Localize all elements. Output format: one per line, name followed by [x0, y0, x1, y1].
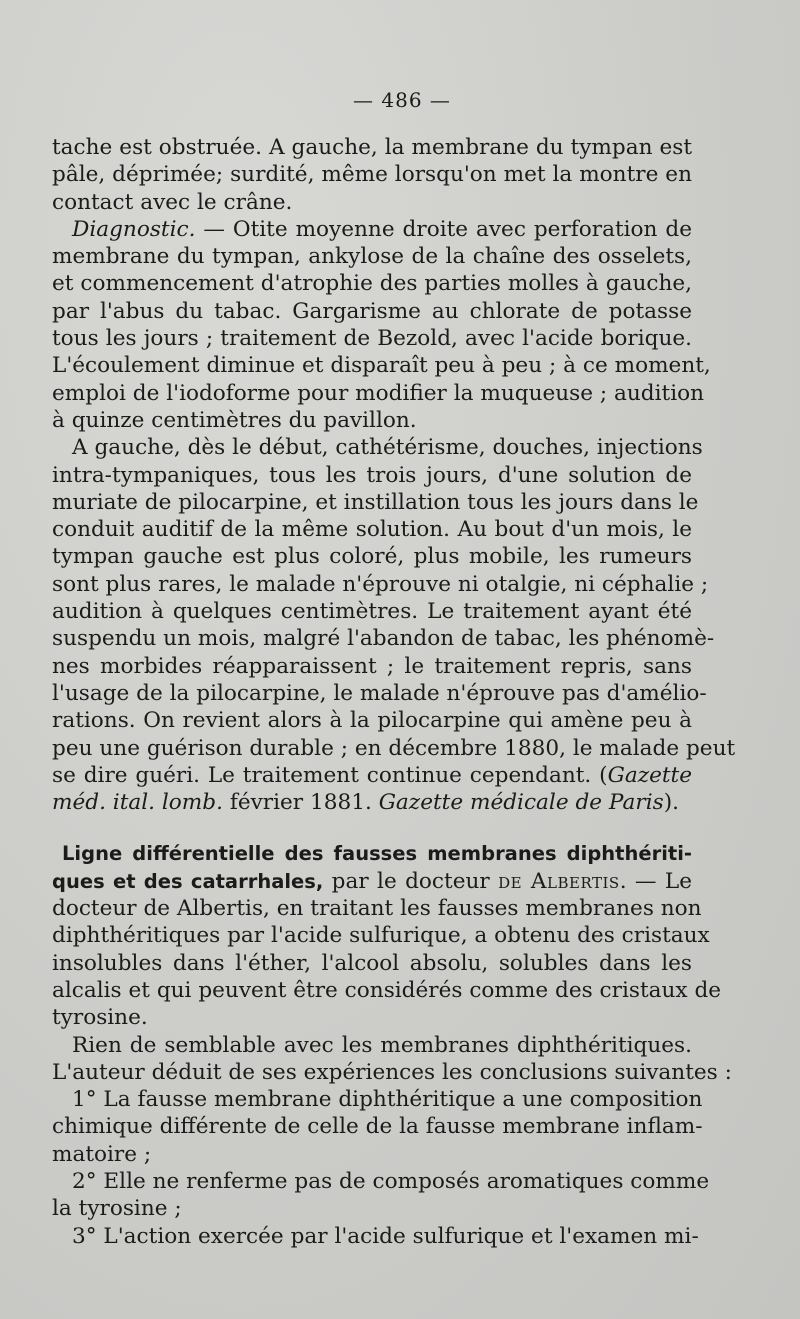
conclusion-3 — [52, 1223, 699, 1250]
conclusion-2 — [52, 1168, 710, 1223]
author-de: de — [498, 868, 531, 894]
text-line: pâle, déprimée; surdité, même lorsqu'on met la montre en — [52, 162, 692, 188]
citation-journal: Gazette — [607, 762, 692, 788]
text-line: audition à quelques centimètres. Le traitement ayant été — [52, 599, 692, 625]
text-line: insolubles dans l'éther, l'alcool absolu, solubles dans les — [52, 950, 692, 976]
paragraph-diagnostic — [52, 216, 711, 434]
article-heading: ques et des catarrhales, — [52, 869, 324, 893]
conclusion-1 — [52, 1086, 703, 1168]
article-heading: Ligne différentielle des fausses membranes diphthériti- — [62, 842, 692, 866]
text-segment: . — Le — [619, 868, 692, 894]
paragraph-treatment — [52, 434, 736, 816]
text-line: Rien de semblable avec les membranes diphthéritiques. — [72, 1032, 692, 1058]
text-line: la tyrosine ; — [52, 1196, 182, 1222]
text-line: à quinze centimètres du pavillon. — [52, 407, 417, 433]
text-line: diphthéritiques par l'acide sulfurique, a obtenu des cristaux — [52, 923, 710, 949]
citation-journal: méd. ital. lomb. — [52, 790, 223, 816]
text-line: matoire ; — [52, 1141, 152, 1167]
text-segment: ( — [591, 762, 608, 788]
article-intro — [52, 840, 722, 1031]
text-segment: ). — [663, 790, 679, 816]
text-line: nes morbides réapparaissent ; le traitement repris, sans — [52, 653, 692, 679]
text-line: L'auteur déduit de ses expériences les conclusions suivantes : — [52, 1059, 732, 1085]
book-page — [52, 88, 736, 1250]
text-line: emploi de l'iodoforme pour modifier la muqueuse ; audition — [52, 380, 705, 406]
paragraph-rien — [52, 1032, 732, 1087]
text-line: tous les jours ; traitement de Bezold, avec l'acide borique. — [52, 326, 692, 352]
text-line — [52, 840, 692, 867]
text-line: 3° L'action exercée par l'acide sulfurique et l'examen mi- — [72, 1223, 699, 1249]
paragraph-continuation — [52, 134, 692, 216]
diagnostic-label: Diagnostic. — [72, 216, 196, 242]
text-segment: — Otite moyenne droite avec perforation de — [195, 216, 692, 242]
text-segment: se dire guéri. Le traitement continue cependant. — [52, 762, 592, 788]
text-line — [52, 762, 692, 789]
text-line: muriate de pilocarpine, et instillation tous les jours dans le — [52, 489, 699, 515]
text-line: contact avec le crâne. — [52, 189, 293, 215]
text-line: par l'abus du tabac. Gargarisme au chlorate de potasse — [52, 298, 692, 324]
text-line: membrane du tympan, ankylose de la chaîne des osselets, — [52, 244, 692, 270]
text-line: l'usage de la pilocarpine, le malade n'éprouve pas d'amélio- — [52, 680, 707, 706]
text-line — [52, 789, 692, 816]
text-line: tache est obstruée. A gauche, la membrane du tympan est — [52, 135, 692, 160]
text-line: sont plus rares, le malade n'éprouve ni otalgie, ni céphalie ; — [52, 571, 709, 597]
text-line: 2° Elle ne renferme pas de composés aromatiques comme — [72, 1168, 710, 1194]
text-line: peu une guérison durable ; en décembre 1880, le malade peut — [52, 735, 736, 761]
text-line: L'écoulement diminue et disparaît peu à peu ; à ce moment, — [52, 353, 711, 379]
page-number: — 486 — — [353, 88, 451, 112]
text-line: chimique différente de celle de la fausse membrane inflam- — [52, 1114, 703, 1140]
text-line: et commencement d'atrophie des parties molles à gauche, — [52, 271, 692, 297]
text-line: suspendu un mois, malgré l'abandon de tabac, les phénomè- — [52, 626, 715, 652]
text-line — [52, 868, 692, 895]
text-line: tyrosine. — [52, 1005, 148, 1031]
text-segment: par le docteur — [323, 868, 499, 894]
citation-date: février 1881. — [222, 790, 379, 816]
text-line: docteur de Albertis, en traitant les fausses membranes non — [52, 896, 702, 922]
text-line: conduit auditif de la même solution. Au bout d'un mois, le — [52, 517, 692, 543]
text-line: tympan gauche est plus coloré, plus mobile, les rumeurs — [52, 544, 692, 570]
text-line — [52, 216, 692, 243]
text-line: alcalis et qui peuvent être considérés comme des cristaux de — [52, 977, 722, 1003]
citation-journal: Gazette médicale de Paris — [378, 790, 664, 816]
text-line: intra-tympaniques, tous les trois jours, d'une solution de — [52, 462, 692, 488]
author-name: Albertis — [530, 868, 620, 894]
text-line: A gauche, dès le début, cathétérisme, douches, injections — [72, 435, 703, 461]
text-line: rations. On revient alors à la pilocarpine qui amène peu à — [52, 708, 692, 734]
text-line: 1° La fausse membrane diphthéritique a une composition — [72, 1087, 703, 1113]
